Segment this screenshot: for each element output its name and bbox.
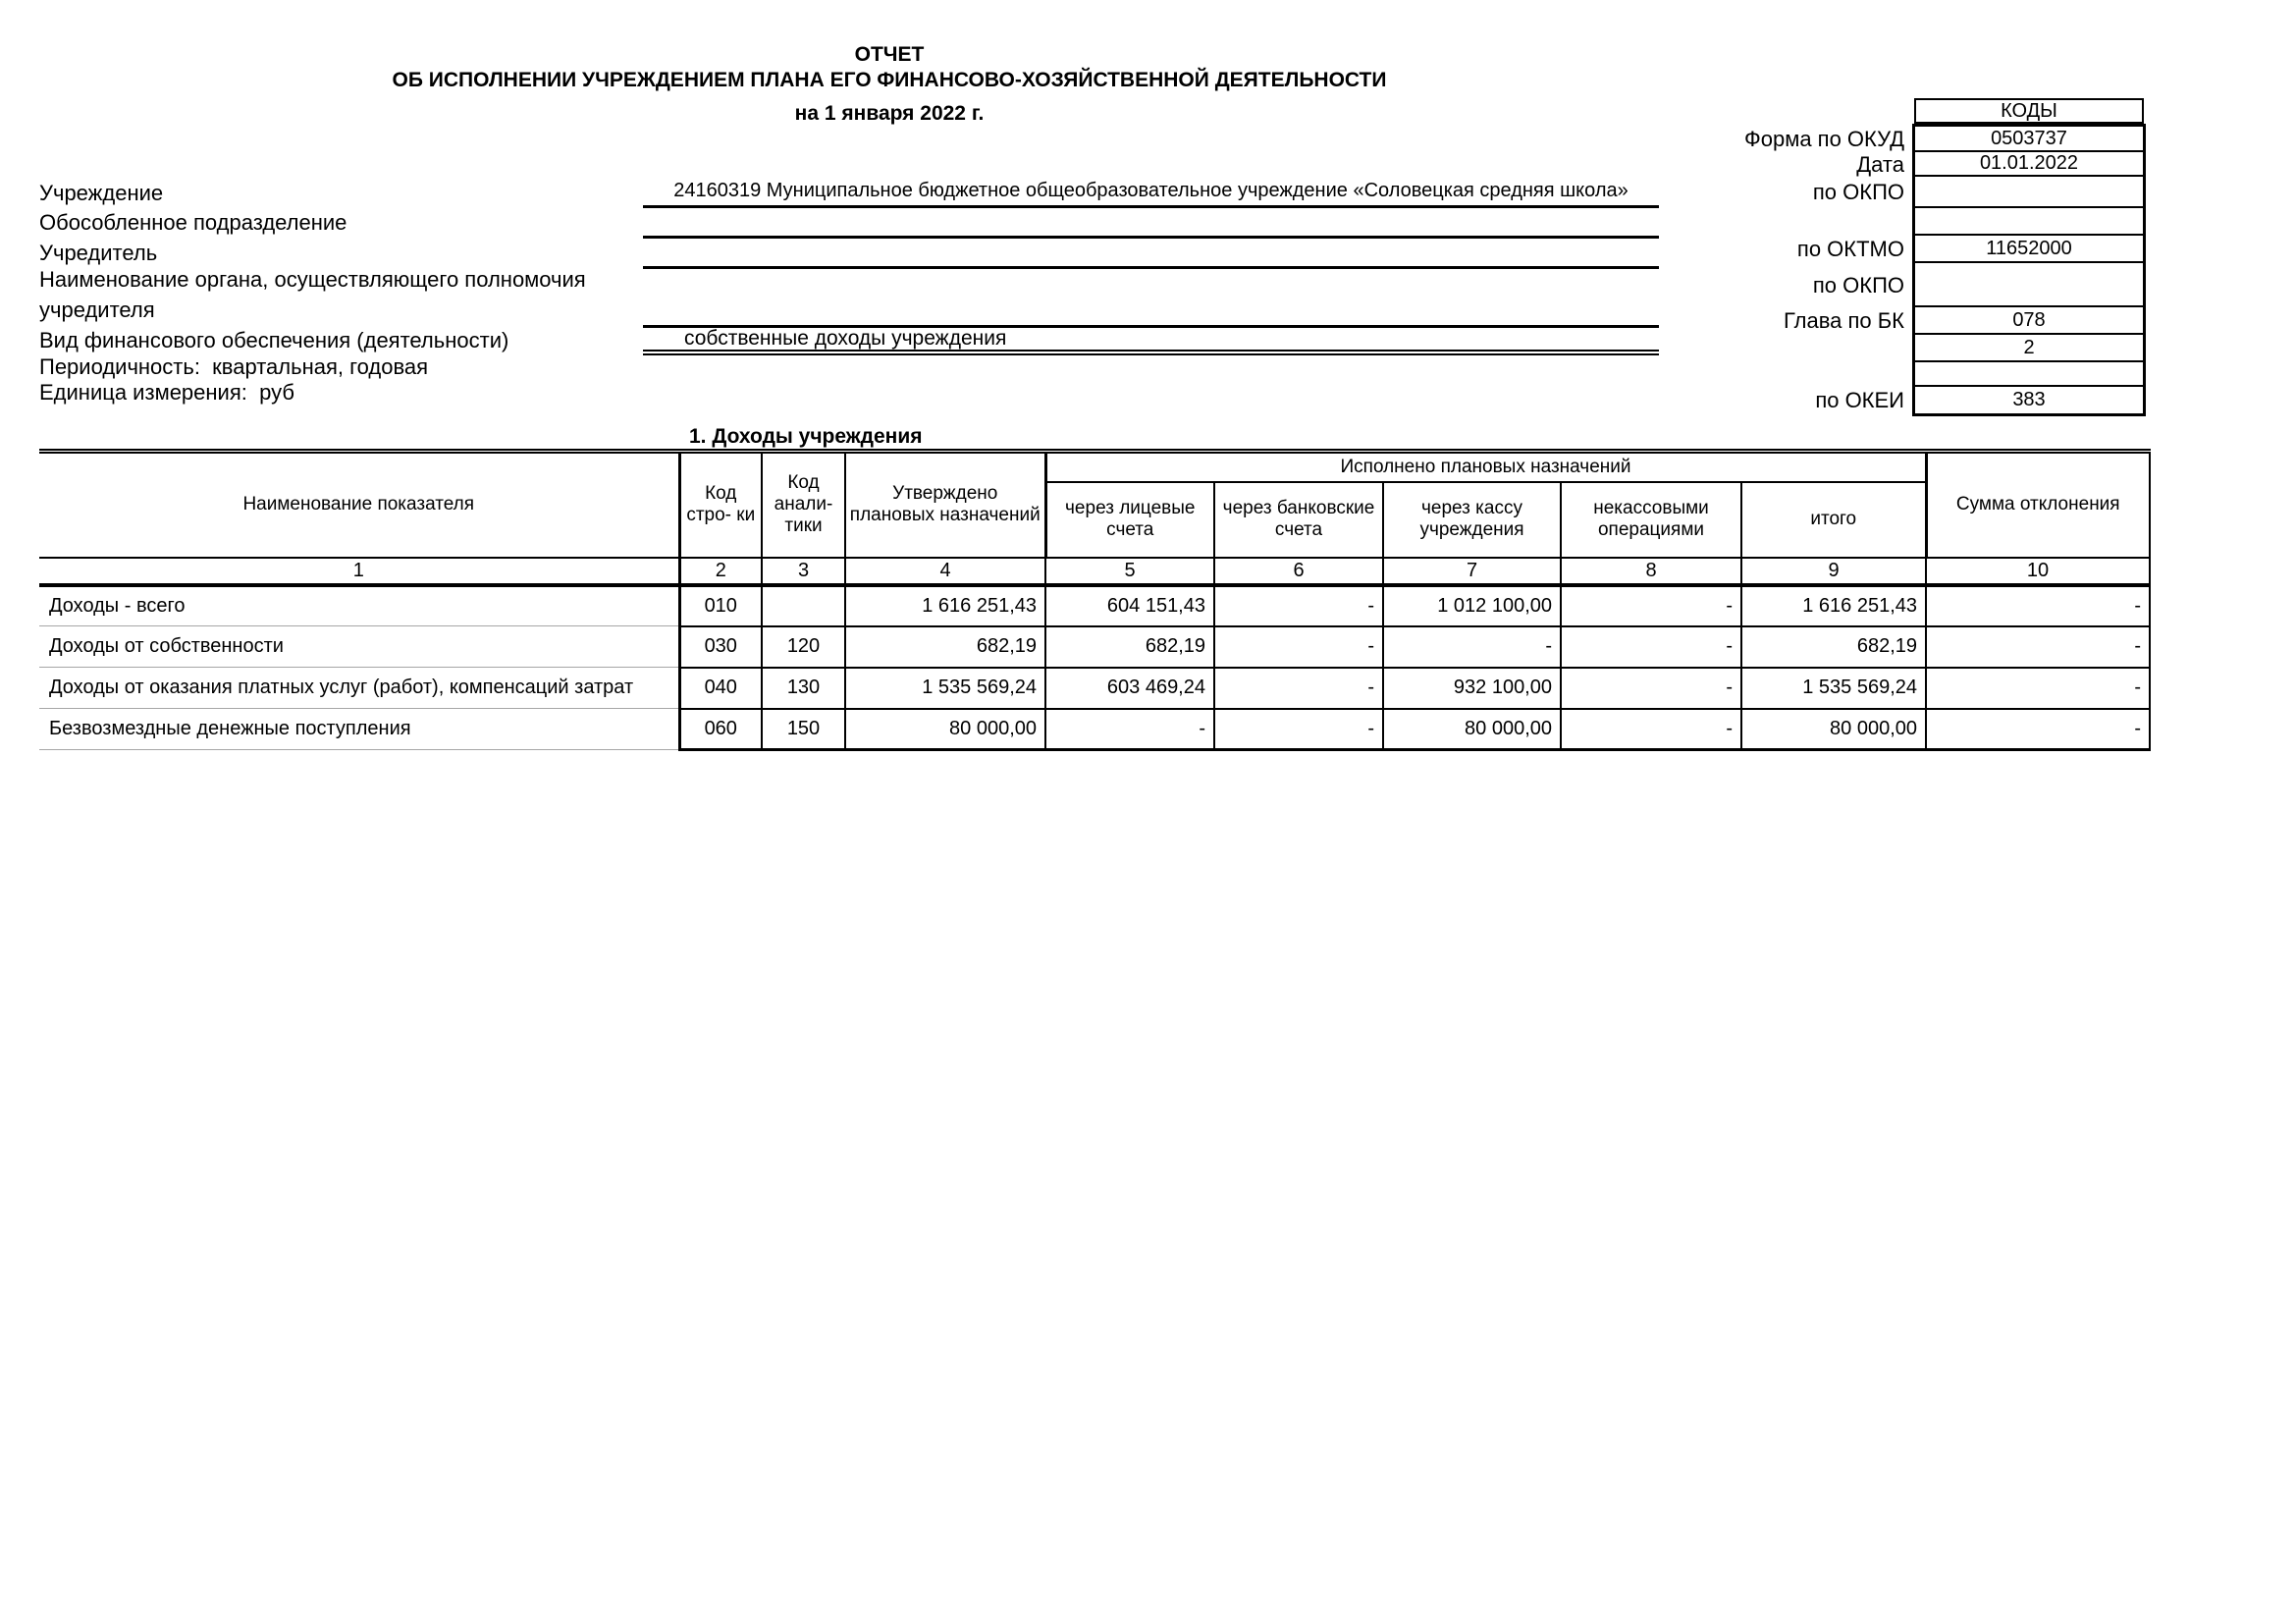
- founder-field: [643, 239, 1659, 269]
- col-header-line-code: Код стро- ки: [679, 452, 762, 558]
- line-code-cell: 040: [679, 668, 762, 709]
- column-numbers-row: [39, 558, 2150, 585]
- amount-cell: 80 000,00: [845, 709, 1045, 750]
- col-number: 7: [1383, 558, 1561, 585]
- col-number: 6: [1214, 558, 1383, 585]
- codes-box: [1912, 124, 2146, 416]
- amount-cell: -: [1214, 585, 1383, 626]
- code-value-blank1: [1915, 208, 2143, 236]
- amount-cell: -: [1045, 709, 1214, 750]
- col-number: 1: [39, 558, 679, 585]
- amount-cell: 1 616 251,43: [845, 585, 1045, 626]
- analytics-code-cell: 130: [762, 668, 845, 709]
- code-label-oktmo: по ОКТМО: [1796, 237, 1904, 261]
- amount-cell: 603 469,24: [1045, 668, 1214, 709]
- periodicity-label: Периодичность: квартальная, годовая: [39, 354, 429, 379]
- section1-title: 1. Доходы учреждения: [689, 425, 923, 448]
- col-header-deviation: Сумма отклонения: [1926, 452, 2150, 558]
- row-name-cell: Доходы от собственности: [39, 626, 679, 668]
- col-number: 9: [1741, 558, 1926, 585]
- amount-cell: -: [1561, 668, 1741, 709]
- code-label-okpo2: по ОКПО: [1812, 272, 1904, 298]
- table-row: [39, 668, 2150, 709]
- analytics-code-cell: [762, 585, 845, 626]
- col-header-approved: Утверждено плановых назначений: [845, 452, 1045, 558]
- amount-cell: -: [1926, 585, 2150, 626]
- code-value-okud: 0503737: [1915, 127, 2143, 152]
- code-label-okei: по ОКЕИ: [1815, 387, 1904, 412]
- row-name-cell: Доходы - всего: [39, 585, 679, 626]
- code-label-date: Дата: [1856, 151, 1904, 177]
- col-number: 8: [1561, 558, 1741, 585]
- subdivision-field: [643, 208, 1659, 239]
- code-value-bk: 078: [1915, 307, 2143, 335]
- amount-cell: -: [1926, 668, 2150, 709]
- fin-support-label: Вид финансового обеспечения (деятельности): [39, 328, 509, 352]
- analytics-code-cell: 120: [762, 626, 845, 668]
- code-value-okei: 383: [2012, 389, 2046, 410]
- amount-cell: 1 616 251,43: [1741, 585, 1926, 626]
- report-subtitle: ОБ ИСПОЛНЕНИИ УЧРЕЖДЕНИЕМ ПЛАНА ЕГО ФИНАНСОВО-ХОЗЯЙСТВЕННОЙ ДЕЯТЕЛЬНОСТИ: [392, 69, 1387, 91]
- report-date: на 1 января 2022 г.: [794, 102, 985, 125]
- col-number: 5: [1045, 558, 1214, 585]
- table-row: [39, 626, 2150, 668]
- fin-support-field: собственные доходы учреждения: [643, 328, 1659, 355]
- amount-cell: -: [1561, 709, 1741, 750]
- col-number: 2: [679, 558, 762, 585]
- code-value-date: 01.01.2022: [1915, 152, 2143, 177]
- amount-cell: 1 012 100,00: [1383, 585, 1561, 626]
- amount-cell: 604 151,43: [1045, 585, 1214, 626]
- institution-label: Учреждение: [39, 181, 164, 205]
- col-header-analytics-code: Код анали- тики: [762, 452, 845, 558]
- amount-cell: -: [1214, 626, 1383, 668]
- line-code-cell: 010: [679, 585, 762, 626]
- amount-cell: 80 000,00: [1383, 709, 1561, 750]
- code-value-okpo2: [1915, 263, 2143, 307]
- amount-cell: 80 000,00: [1741, 709, 1926, 750]
- code-value-blank2: [1915, 362, 2143, 387]
- table-row: [39, 709, 2150, 750]
- code-value-okpo1: [1915, 177, 2143, 208]
- row-name-cell: Безвозмездные денежные поступления: [39, 709, 679, 750]
- amount-cell: 682,19: [845, 626, 1045, 668]
- row-name-cell: Доходы от оказания платных услуг (работ), компенсаций затрат: [39, 668, 679, 709]
- col-number: 4: [845, 558, 1045, 585]
- report-title: ОТЧЕТ: [854, 43, 925, 66]
- table-row: [39, 585, 2150, 626]
- amount-cell: 682,19: [1741, 626, 1926, 668]
- col-header-via-bank: через банковские счета: [1214, 482, 1383, 558]
- code-value-oktmo: 11652000: [1915, 236, 2143, 263]
- code-label-bk: Глава по БК: [1783, 308, 1904, 333]
- amount-cell: 932 100,00: [1383, 668, 1561, 709]
- subdivision-label: Обособленное подразделение: [39, 210, 347, 235]
- authority-label-2: учредителя: [39, 298, 155, 322]
- line-code-cell: 030: [679, 626, 762, 668]
- line-code-cell: 060: [679, 709, 762, 750]
- amount-cell: -: [1561, 626, 1741, 668]
- amount-cell: -: [1561, 585, 1741, 626]
- amount-cell: -: [1214, 668, 1383, 709]
- amount-cell: 1 535 569,24: [1741, 668, 1926, 709]
- analytics-code-cell: 150: [762, 709, 845, 750]
- code-label-okpo1: по ОКПО: [1812, 180, 1904, 204]
- amount-cell: 1 535 569,24: [845, 668, 1045, 709]
- col-number: 3: [762, 558, 845, 585]
- founder-label: Учредитель: [39, 241, 158, 265]
- institution-field: 24160319 Муниципальное бюджетное общеобразовательное учреждение «Соловецкая средняя школа»: [643, 177, 1659, 208]
- col-number: 10: [1926, 558, 2150, 585]
- col-header-name: Наименование показателя: [39, 452, 679, 558]
- codes-box-header: КОДЫ: [1914, 98, 2144, 124]
- unit-label: Единица измерения: руб: [39, 380, 294, 405]
- amount-cell: -: [1214, 709, 1383, 750]
- code-label-okud: Форма по ОКУД: [1744, 127, 1904, 151]
- code-value-fin: 2: [1915, 335, 2143, 362]
- col-header-executed-group: Исполнено плановых назначений: [1045, 452, 1926, 482]
- col-header-total: итого: [1741, 482, 1926, 558]
- authority-field: [643, 297, 1659, 328]
- authority-label-1: Наименование органа, осуществляющего полномочия: [39, 267, 586, 292]
- col-header-via-cashdesk: через кассу учреждения: [1383, 482, 1561, 558]
- amount-cell: -: [1383, 626, 1561, 668]
- amount-cell: -: [1926, 709, 2150, 750]
- col-header-via-personal: через лицевые счета: [1045, 482, 1214, 558]
- col-header-noncash: некассовыми операциями: [1561, 482, 1741, 558]
- amount-cell: -: [1926, 626, 2150, 668]
- incomes-table: [39, 449, 2151, 751]
- amount-cell: 682,19: [1045, 626, 1214, 668]
